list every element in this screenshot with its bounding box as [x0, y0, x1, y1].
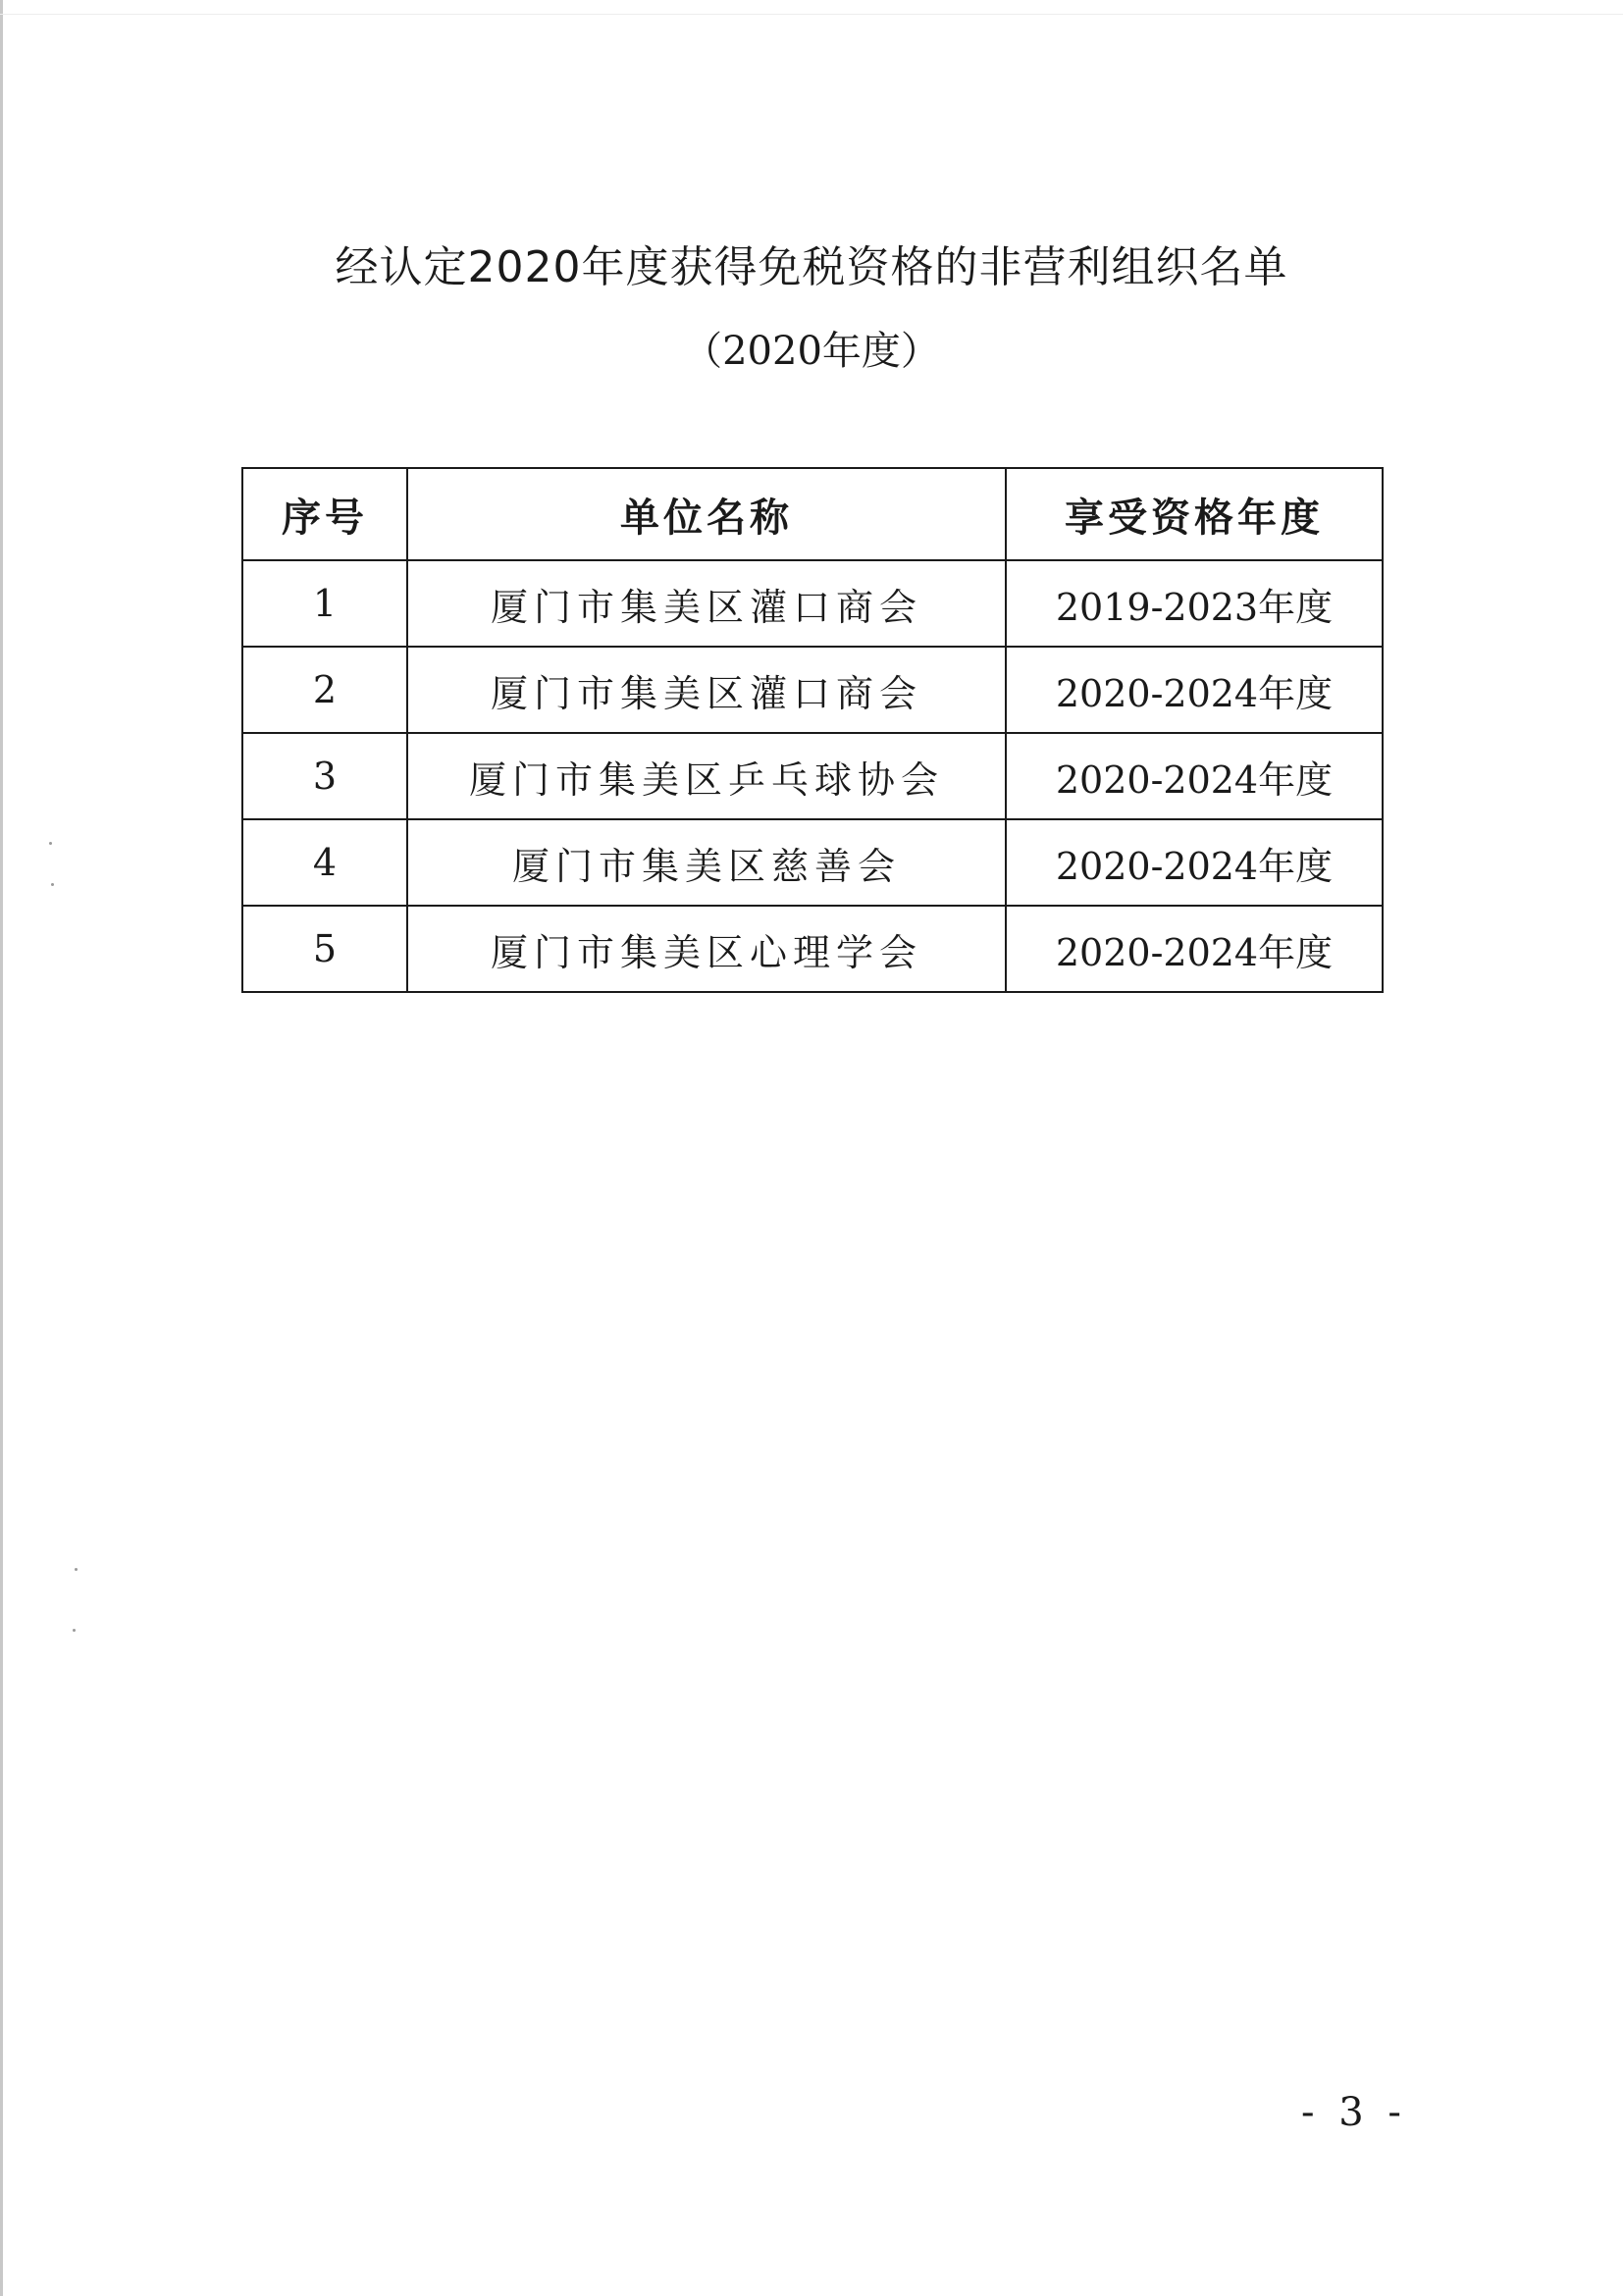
qualified-years-cell: 2020-2024年度 — [1006, 647, 1383, 733]
qualified-years-cell: 2020-2024年度 — [1006, 733, 1383, 819]
header-qualified-years: 享受资格年度 — [1006, 468, 1383, 560]
serial-number-cell: 1 — [242, 560, 407, 647]
qualified-years-cell: 2020-2024年度 — [1006, 819, 1383, 906]
scan-speck — [75, 1568, 78, 1571]
header-serial-number: 序号 — [242, 468, 407, 560]
table-row — [242, 560, 1383, 647]
serial-number-cell: 3 — [242, 733, 407, 819]
table-row — [242, 819, 1383, 906]
qualified-years-cell: 2020-2024年度 — [1006, 906, 1383, 992]
serial-number-cell: 4 — [242, 819, 407, 906]
organization-name-cell: 厦门市集美区灌口商会 — [407, 647, 1006, 733]
scan-speck — [51, 883, 54, 886]
scan-speck — [73, 1629, 76, 1632]
table-row — [242, 733, 1383, 819]
table-header-row — [242, 468, 1383, 560]
serial-number-cell: 2 — [242, 647, 407, 733]
organization-name-cell: 厦门市集美区慈善会 — [407, 819, 1006, 906]
organization-name-cell: 厦门市集美区心理学会 — [407, 906, 1006, 992]
document-title: 经认定2020年度获得免税资格的非营利组织名单 — [335, 242, 1288, 292]
header-organization-name: 单位名称 — [407, 468, 1006, 560]
page-number: - 3 - — [1301, 2090, 1407, 2135]
qualified-years-cell: 2019-2023年度 — [1006, 560, 1383, 647]
organization-table — [241, 467, 1384, 993]
scan-speck — [49, 842, 52, 845]
table-row — [242, 906, 1383, 992]
table-row — [242, 647, 1383, 733]
document-subtitle: （2020年度） — [683, 329, 940, 374]
organization-name-cell: 厦门市集美区灌口商会 — [407, 560, 1006, 647]
serial-number-cell: 5 — [242, 906, 407, 992]
page-top-edge — [0, 14, 1623, 15]
organization-name-cell: 厦门市集美区乒乓球协会 — [407, 733, 1006, 819]
